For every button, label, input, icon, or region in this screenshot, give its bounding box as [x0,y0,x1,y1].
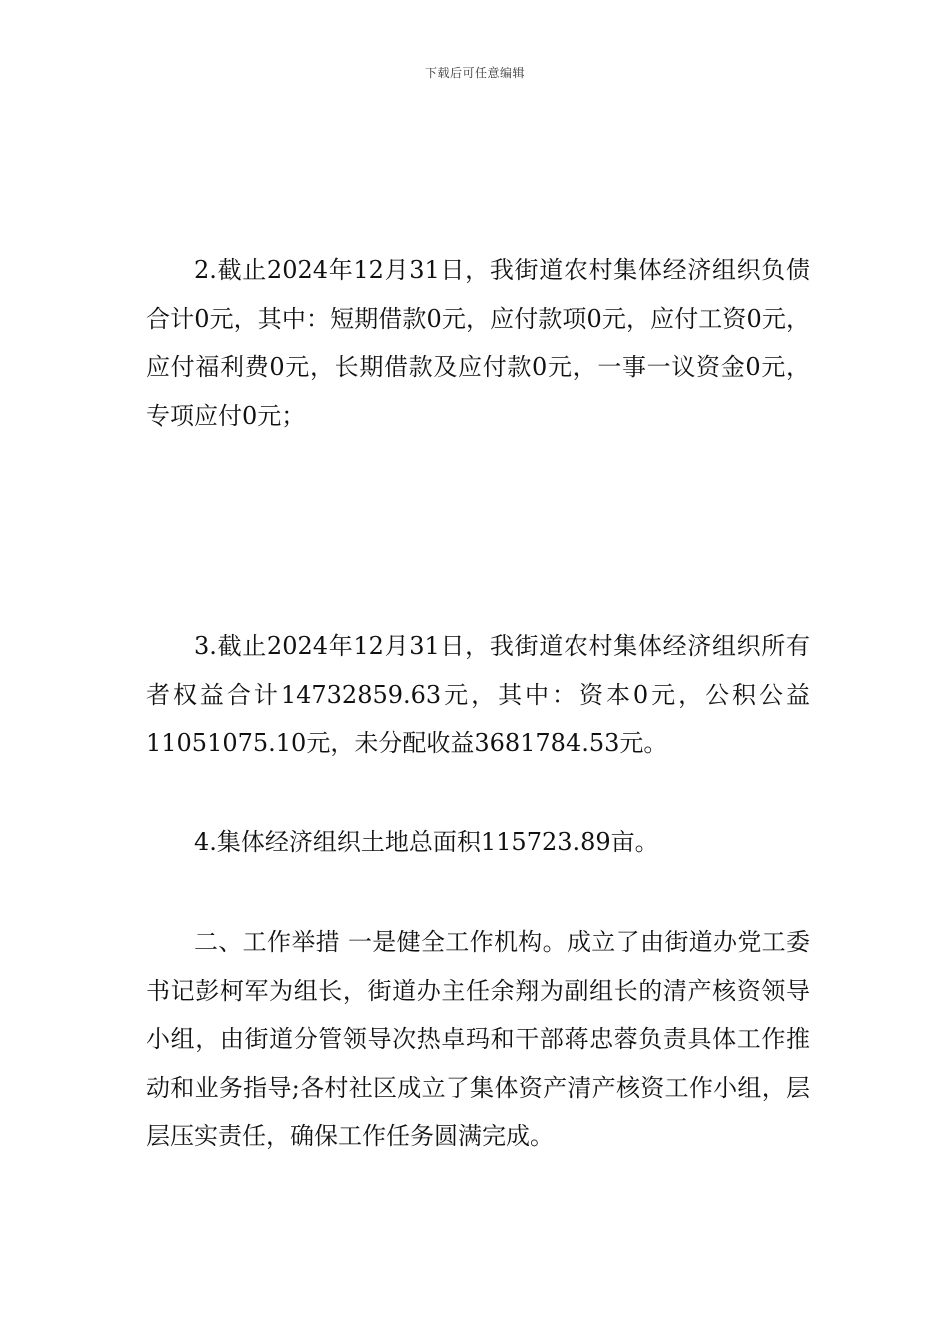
paragraph-liabilities: 2.截止2024年12月31日，我街道农村集体经济组织负债合计0元，其中：短期借款0元，应付款项0元，应付工资0元，应付福利费0元，长期借款及应付款0元，一事一议资金0元，专项应付0元； [146,256,810,430]
page-header: 下载后可任意编辑 [424,66,525,80]
paragraph-owner-equity: 3.截止2024年12月31日，我街道农村集体经济组织所有者权益合计14732859.63元，其中：资本0元，公积公益11051075.10元，未分配收益3681784.53元。 [146,632,810,757]
paragraph-land-area: 4.集体经济组织土地总面积115723.89亩。 [194,828,659,856]
paragraph-work-measures: 二、工作举措 一是健全工作机构。成立了由街道办党工委书记彭柯军为组长，街道办主任余翔为副组长的清产核资领导小组，由街道分管领导次热卓玛和干部蒋忠蓉负责具体工作推动和业务指导;各村社区成立了集体资产清产核资工作小组，层层压实责任，确保工作任务圆满完成。 [146,928,810,1150]
